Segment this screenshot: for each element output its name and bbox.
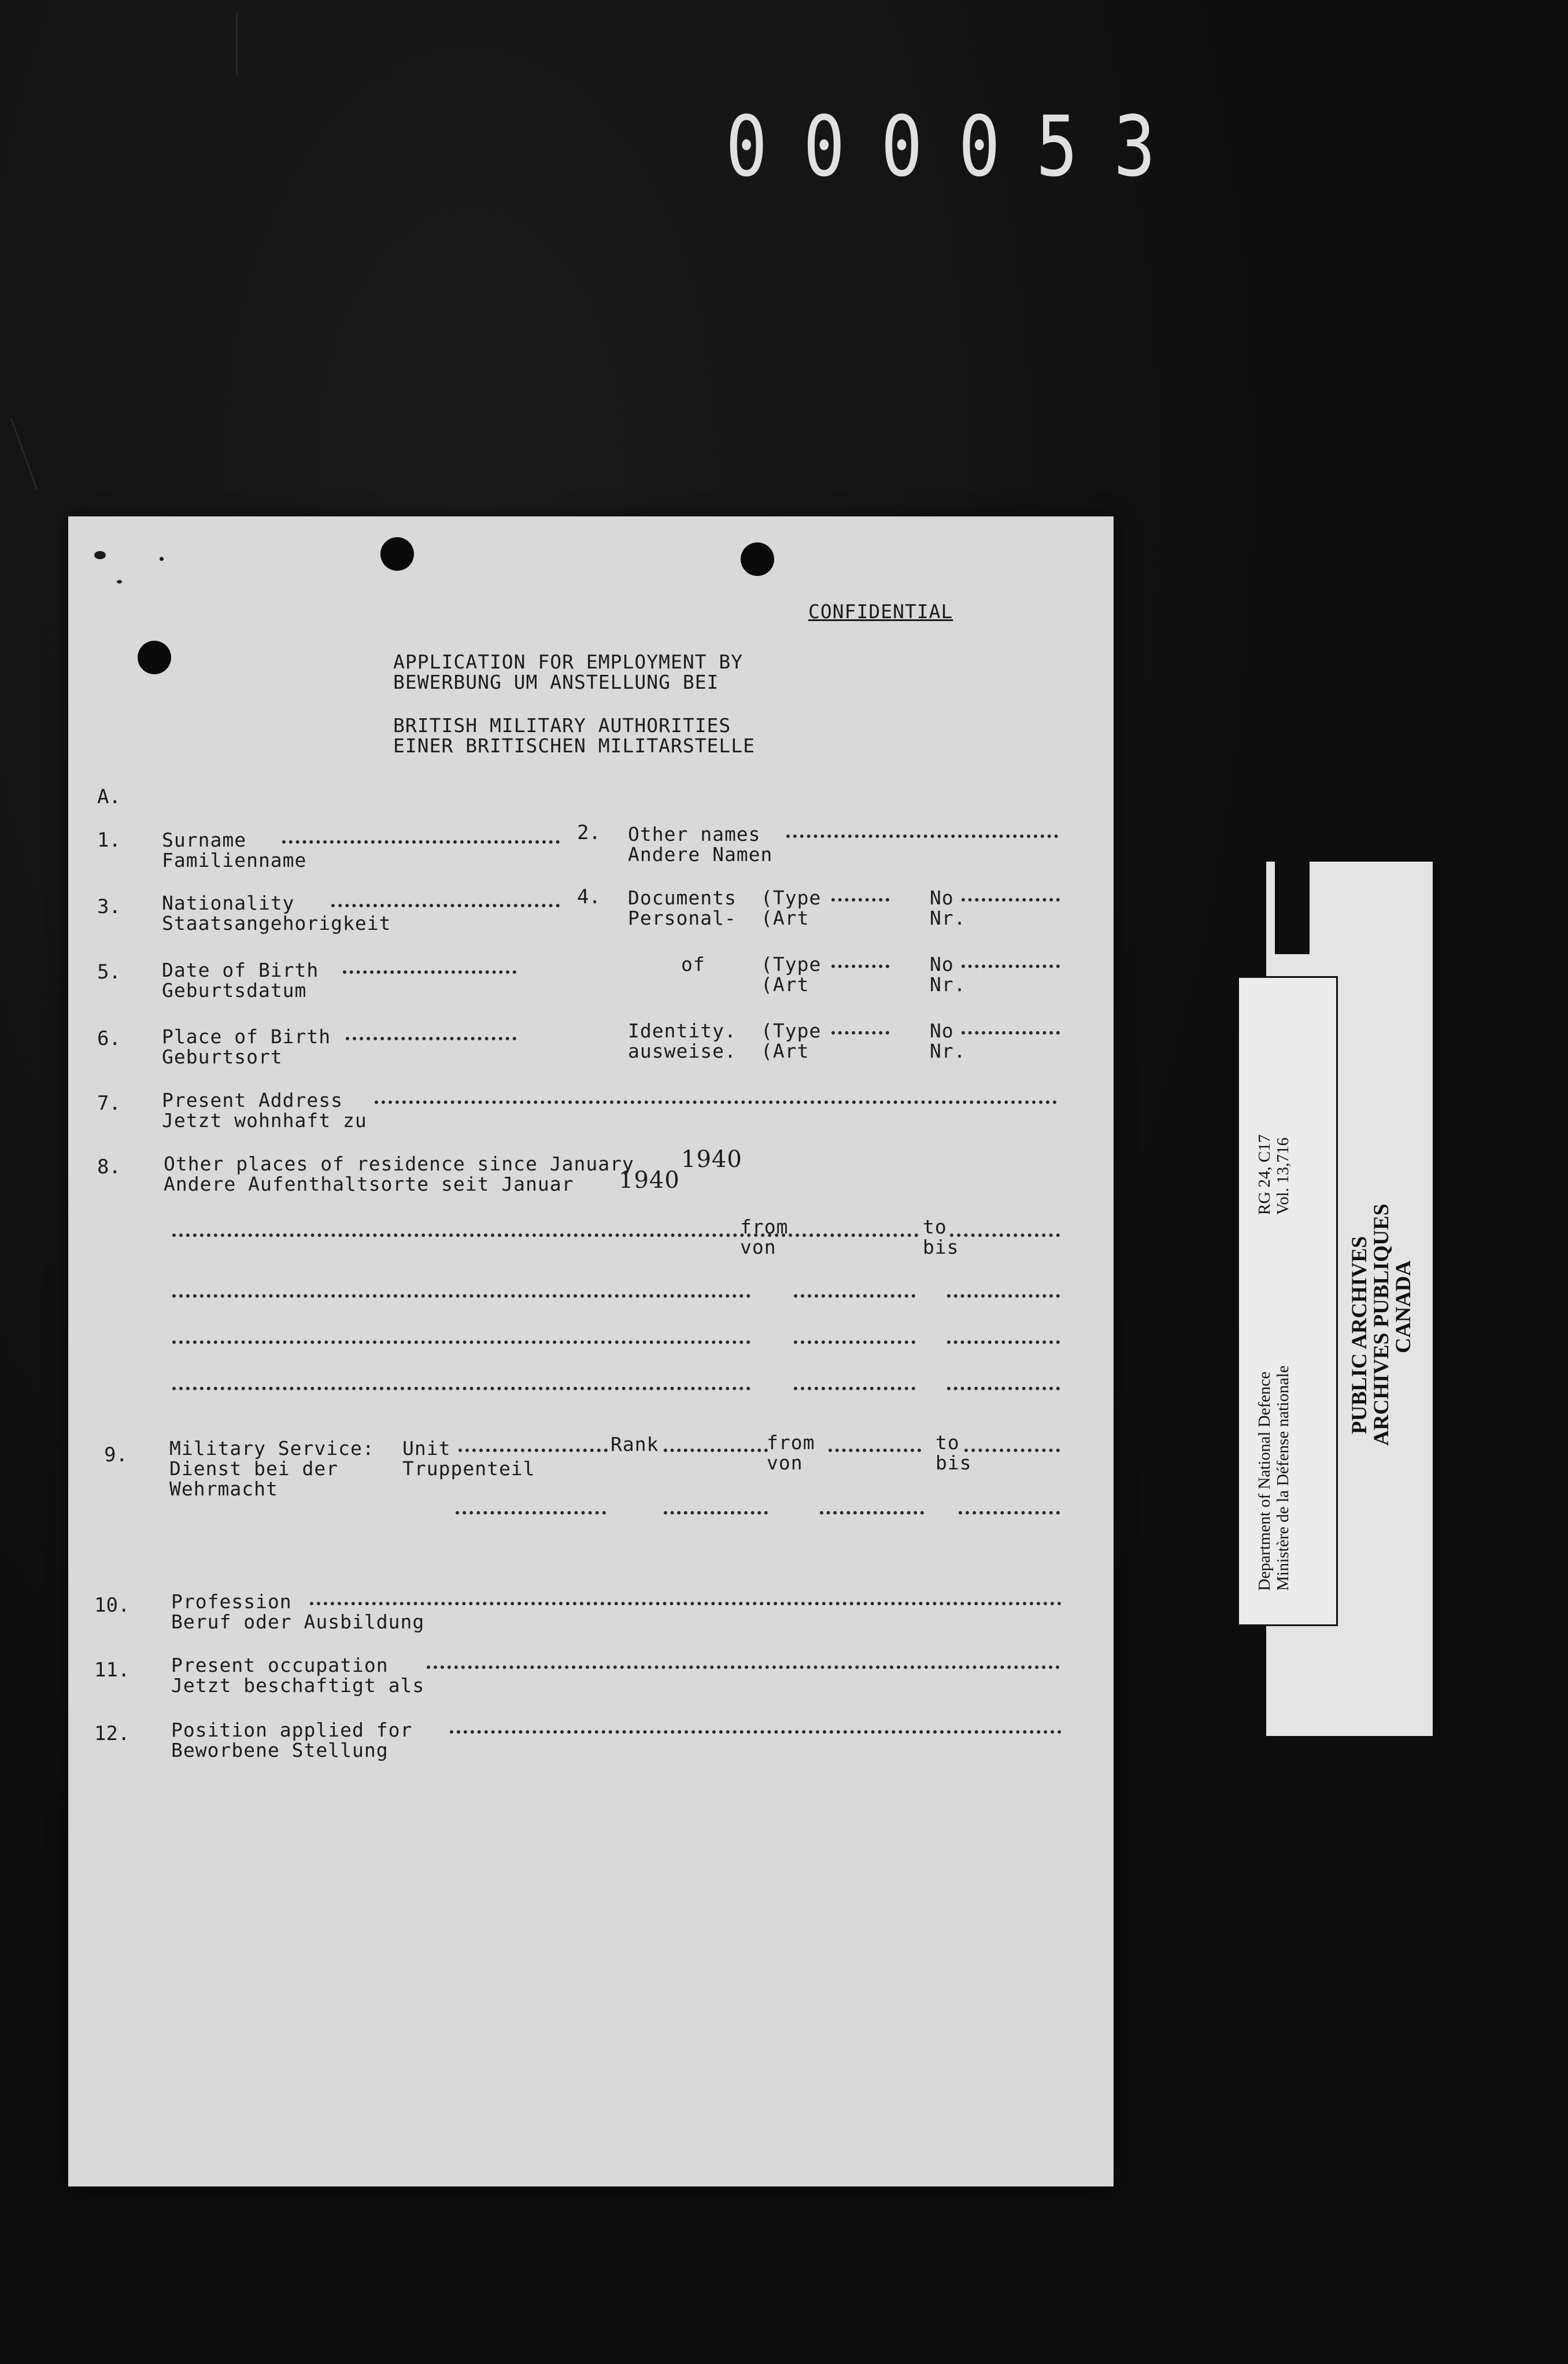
section-label: A. [97, 785, 121, 808]
punch-hole [741, 542, 774, 576]
fill-line [331, 904, 560, 907]
unit-label-de: Truppenteil [402, 1457, 535, 1480]
fill-line [950, 1233, 1060, 1237]
residence-year-de: 1940 [619, 1167, 680, 1194]
art-label: (Art [761, 973, 809, 996]
residence-year: 1940 [681, 1146, 742, 1173]
title-line-3: BRITISH MILITARY AUTHORITIES [393, 714, 731, 737]
punch-hole [138, 641, 171, 674]
no-label: No [930, 1020, 954, 1042]
fill-line [794, 1294, 915, 1298]
fill-line [310, 1602, 1062, 1605]
film-scratch [236, 12, 238, 75]
dept-fr: Ministère de la Défense nationale [1274, 1365, 1292, 1591]
field-number: 11. [94, 1659, 130, 1682]
dept-en: Department of National Defence [1255, 1371, 1274, 1591]
fill-line [964, 1449, 1060, 1452]
no-label: No [930, 953, 954, 976]
rg-reference: RG 24, C17 [1255, 1134, 1274, 1215]
fill-line [829, 1449, 921, 1452]
to-label-de: bis [923, 1236, 959, 1258]
occupation-label: Present occupation [171, 1654, 389, 1676]
fill-line [172, 1340, 750, 1344]
fill-line [172, 1387, 750, 1390]
to-label: to [935, 1431, 960, 1454]
field-number: 5. [97, 961, 121, 984]
identity-label: Identity. [628, 1020, 737, 1042]
position-label-de: Beworbene Stellung [171, 1739, 389, 1761]
fill-line [343, 970, 516, 974]
documents-label-de: Personal- [628, 907, 737, 929]
fill-line [172, 1233, 800, 1237]
surname-label-de: Familienname [162, 849, 307, 871]
fill-line [282, 840, 560, 844]
from-label-de: von [740, 1236, 776, 1258]
no-label: No [930, 886, 954, 909]
title-line-1: APPLICATION FOR EMPLOYMENT BY [393, 651, 744, 673]
volume-reference: Vol. 13,716 [1274, 1137, 1292, 1215]
fill-line [664, 1449, 768, 1452]
nr-label: Nr. [930, 1040, 966, 1062]
military-label-de-2: Wehrmacht [169, 1478, 278, 1500]
nr-label: Nr. [930, 973, 966, 996]
fill-line [961, 965, 1060, 968]
field-number: 8. [97, 1155, 121, 1179]
art-label: (Art [761, 1040, 809, 1062]
fill-line [794, 1387, 915, 1390]
nationality-label: Nationality [162, 892, 295, 914]
fill-line [803, 1233, 918, 1237]
field-number: 7. [97, 1092, 121, 1115]
archives-country: CANADA [1392, 1260, 1415, 1353]
fill-line [831, 1031, 889, 1035]
fill-line [172, 1294, 750, 1298]
military-label: Military Service: [169, 1437, 375, 1460]
profession-label-de: Beruf oder Ausbildung [171, 1611, 425, 1633]
to-label: to [923, 1216, 947, 1238]
ink-mark [117, 580, 122, 583]
identity-label-de: ausweise. [628, 1040, 737, 1062]
fill-line [947, 1340, 1060, 1344]
punch-hole [380, 537, 414, 571]
archive-tab-notch [1275, 862, 1310, 954]
from-label: from [767, 1431, 815, 1454]
field-number: 6. [97, 1027, 121, 1050]
address-label-de: Jetzt wohnhaft zu [162, 1109, 367, 1132]
fill-line [831, 898, 889, 902]
ink-mark [160, 557, 164, 561]
type-label: (Type [761, 886, 822, 909]
fill-line [458, 1449, 608, 1452]
unit-label: Unit [402, 1437, 451, 1460]
field-number: 10. [94, 1594, 130, 1617]
surname-label: Surname [162, 829, 247, 851]
from-label-de: von [767, 1451, 803, 1474]
fill-line [947, 1294, 1060, 1298]
other-names-label-de: Andere Namen [628, 843, 773, 866]
fill-line [947, 1387, 1060, 1390]
fill-line [959, 1511, 1060, 1515]
dob-label: Date of Birth [162, 959, 319, 981]
fill-line [786, 834, 1058, 838]
fill-line [346, 1037, 516, 1040]
fill-line [794, 1340, 915, 1344]
type-label: (Type [761, 1020, 822, 1042]
dob-label-de: Geburtsdatum [162, 979, 307, 1002]
title-line-4: EINER BRITISCHEN MILITARSTELLE [393, 734, 756, 757]
pob-label: Place of Birth [162, 1025, 331, 1048]
documents-label: Documents [628, 886, 737, 909]
archive-label [1237, 976, 1338, 1626]
fill-line [961, 898, 1060, 902]
position-label: Position applied for [171, 1719, 413, 1741]
pob-label-de: Geburtsort [162, 1046, 283, 1068]
archives-en: PUBLIC ARCHIVES [1348, 1236, 1371, 1434]
field-number: 4. [577, 885, 601, 908]
residence-label-de: Andere Aufenthaltsorte seit Januar [164, 1173, 574, 1195]
field-number: 12. [94, 1722, 130, 1745]
field-number: 3. [97, 895, 121, 918]
fill-line [664, 1511, 768, 1515]
occupation-label-de: Jetzt beschaftigt als [171, 1674, 425, 1697]
field-number: 2. [577, 821, 601, 844]
fill-line [831, 965, 889, 968]
other-names-label: Other names [628, 823, 761, 845]
profession-label: Profession [171, 1590, 292, 1613]
of-label: of [681, 953, 705, 976]
confidential-stamp: CONFIDENTIAL [808, 600, 953, 623]
nationality-label-de: Staatsangehorigkeit [162, 912, 391, 934]
frame-number: 000053 [726, 99, 1192, 195]
fill-line [456, 1511, 606, 1515]
to-label-de: bis [935, 1451, 972, 1474]
fill-line [375, 1100, 1057, 1104]
from-label: from [740, 1216, 789, 1238]
fill-line [427, 1665, 1060, 1669]
archives-fr: ARCHIVES PUBLIQUES [1370, 1203, 1393, 1446]
fill-line [961, 1031, 1060, 1035]
field-number: 1. [97, 829, 121, 852]
application-form-sheet [68, 516, 1114, 2186]
nr-label: Nr. [930, 907, 966, 929]
ink-mark [94, 551, 106, 559]
type-label: (Type [761, 953, 822, 976]
address-label: Present Address [162, 1089, 343, 1111]
art-label: (Art [761, 907, 809, 929]
fill-line [820, 1511, 924, 1515]
rank-label: Rank [611, 1433, 659, 1456]
field-number: 9. [104, 1443, 128, 1467]
residence-label: Other places of residence since January [164, 1153, 634, 1175]
title-line-2: BEWERBUNG UM ANSTELLUNG BEI [393, 671, 719, 693]
military-label-de-1: Dienst bei der [169, 1457, 339, 1480]
fill-line [450, 1730, 1062, 1734]
